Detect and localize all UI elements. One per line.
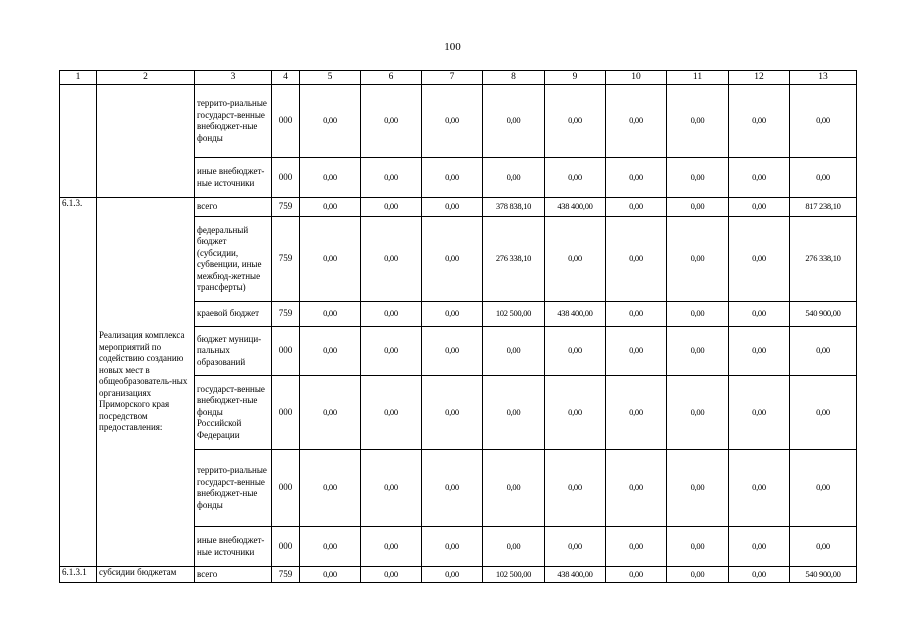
header-cell-9: 9 — [545, 71, 606, 85]
header-cell-11: 11 — [667, 71, 729, 85]
code-cell: 000 — [272, 158, 300, 198]
value-cell-col-12: 0,00 — [729, 158, 790, 198]
value-cell-col-6: 0,00 — [361, 376, 422, 450]
value-cell-col-6: 0,00 — [361, 198, 422, 217]
value-cell-col-7: 0,00 — [422, 85, 483, 158]
value-cell-col-9: 438 400,00 — [545, 302, 606, 327]
value-cell-col-10: 0,00 — [606, 527, 667, 567]
page-number: 100 — [444, 41, 461, 53]
value-cell-col-9: 0,00 — [545, 85, 606, 158]
value-cell-col-11: 0,00 — [667, 376, 729, 450]
value-cell-col-12: 0,00 — [729, 567, 790, 583]
funding-source-cell: террито-риальные государст-венные внебюджет-ные фонды — [195, 450, 272, 527]
value-cell-col-6: 0,00 — [361, 85, 422, 158]
value-cell-col-10: 0,00 — [606, 198, 667, 217]
value-cell-col-10: 0,00 — [606, 376, 667, 450]
header-cell-13: 13 — [790, 71, 857, 85]
value-cell-col-11: 0,00 — [667, 302, 729, 327]
value-cell-col-13: 276 338,10 — [790, 217, 857, 302]
code-cell: 759 — [272, 198, 300, 217]
value-cell-col-6: 0,00 — [361, 158, 422, 198]
code-cell: 000 — [272, 85, 300, 158]
code-cell: 759 — [272, 217, 300, 302]
value-cell-col-10: 0,00 — [606, 217, 667, 302]
value-cell-col-8: 378 838,10 — [483, 198, 545, 217]
value-cell-col-5: 0,00 — [300, 450, 361, 527]
value-cell-col-13: 817 238,10 — [790, 198, 857, 217]
item-name-cell — [97, 85, 195, 198]
value-cell-col-9: 0,00 — [545, 327, 606, 376]
value-cell-col-11: 0,00 — [667, 85, 729, 158]
funding-source-cell: иные внебюджет-ные источники — [195, 158, 272, 198]
value-cell-col-11: 0,00 — [667, 198, 729, 217]
header-cell-5: 5 — [300, 71, 361, 85]
value-cell-col-7: 0,00 — [422, 376, 483, 450]
funding-source-cell: государст-венные внебюджет-ные фонды Российской Федерации — [195, 376, 272, 450]
value-cell-col-7: 0,00 — [422, 302, 483, 327]
value-cell-col-12: 0,00 — [729, 376, 790, 450]
value-cell-col-6: 0,00 — [361, 302, 422, 327]
value-cell-col-13: 0,00 — [790, 327, 857, 376]
value-cell-col-13: 0,00 — [790, 85, 857, 158]
value-cell-col-12: 0,00 — [729, 302, 790, 327]
value-cell-col-11: 0,00 — [667, 450, 729, 527]
funding-source-cell: всего — [195, 198, 272, 217]
funding-source-cell: краевой бюджет — [195, 302, 272, 327]
table-row — [60, 85, 857, 158]
value-cell-col-12: 0,00 — [729, 450, 790, 527]
funding-source-cell: бюджет муници-пальных образований — [195, 327, 272, 376]
value-cell-col-7: 0,00 — [422, 198, 483, 217]
value-cell-col-12: 0,00 — [729, 217, 790, 302]
value-cell-col-5: 0,00 — [300, 567, 361, 583]
funding-source-cell: всего — [195, 567, 272, 583]
value-cell-col-5: 0,00 — [300, 327, 361, 376]
value-cell-col-5: 0,00 — [300, 217, 361, 302]
funding-source-cell: федеральный бюджет (субсидии, субвенции, иные межбюд-жетные трансферты) — [195, 217, 272, 302]
value-cell-col-8: 0,00 — [483, 327, 545, 376]
value-cell-col-5: 0,00 — [300, 527, 361, 567]
value-cell-col-8: 0,00 — [483, 527, 545, 567]
value-cell-col-6: 0,00 — [361, 217, 422, 302]
value-cell-col-7: 0,00 — [422, 217, 483, 302]
value-cell-col-11: 0,00 — [667, 327, 729, 376]
funding-source-cell: иные внебюджет-ные источники — [195, 527, 272, 567]
header-cell-7: 7 — [422, 71, 483, 85]
value-cell-col-12: 0,00 — [729, 327, 790, 376]
value-cell-col-13: 0,00 — [790, 450, 857, 527]
value-cell-col-13: 540 900,00 — [790, 567, 857, 583]
code-cell: 759 — [272, 567, 300, 583]
value-cell-col-7: 0,00 — [422, 158, 483, 198]
value-cell-col-6: 0,00 — [361, 450, 422, 527]
value-cell-col-9: 438 400,00 — [545, 198, 606, 217]
header-row — [60, 71, 857, 85]
value-cell-col-10: 0,00 — [606, 302, 667, 327]
header-cell-12: 12 — [729, 71, 790, 85]
value-cell-col-8: 102 500,00 — [483, 302, 545, 327]
header-cell-6: 6 — [361, 71, 422, 85]
value-cell-col-11: 0,00 — [667, 527, 729, 567]
value-cell-col-9: 438 400,00 — [545, 567, 606, 583]
item-number-cell: 6.1.3. — [60, 198, 97, 567]
value-cell-col-8: 0,00 — [483, 158, 545, 198]
table-row — [60, 567, 857, 583]
value-cell-col-5: 0,00 — [300, 376, 361, 450]
value-cell-col-10: 0,00 — [606, 85, 667, 158]
value-cell-col-6: 0,00 — [361, 567, 422, 583]
value-cell-col-11: 0,00 — [667, 217, 729, 302]
code-cell: 000 — [272, 376, 300, 450]
budget-table — [59, 70, 857, 583]
code-cell: 000 — [272, 450, 300, 527]
value-cell-col-13: 0,00 — [790, 527, 857, 567]
item-name-cell: субсидии бюджетам — [97, 567, 195, 583]
value-cell-col-7: 0,00 — [422, 567, 483, 583]
value-cell-col-12: 0,00 — [729, 527, 790, 567]
value-cell-col-8: 0,00 — [483, 450, 545, 527]
value-cell-col-5: 0,00 — [300, 302, 361, 327]
value-cell-col-10: 0,00 — [606, 450, 667, 527]
value-cell-col-10: 0,00 — [606, 567, 667, 583]
value-cell-col-11: 0,00 — [667, 567, 729, 583]
item-number-cell — [60, 85, 97, 198]
value-cell-col-13: 0,00 — [790, 376, 857, 450]
header-cell-3: 3 — [195, 71, 272, 85]
header-cell-2: 2 — [97, 71, 195, 85]
value-cell-col-5: 0,00 — [300, 198, 361, 217]
value-cell-col-7: 0,00 — [422, 527, 483, 567]
code-cell: 000 — [272, 327, 300, 376]
value-cell-col-9: 0,00 — [545, 376, 606, 450]
value-cell-col-9: 0,00 — [545, 527, 606, 567]
value-cell-col-8: 102 500,00 — [483, 567, 545, 583]
value-cell-col-5: 0,00 — [300, 85, 361, 158]
value-cell-col-10: 0,00 — [606, 158, 667, 198]
value-cell-col-6: 0,00 — [361, 327, 422, 376]
value-cell-col-10: 0,00 — [606, 327, 667, 376]
header-cell-4: 4 — [272, 71, 300, 85]
value-cell-col-8: 276 338,10 — [483, 217, 545, 302]
value-cell-col-9: 0,00 — [545, 158, 606, 198]
value-cell-col-8: 0,00 — [483, 85, 545, 158]
item-name-cell: Реализация комплекса мероприятий по содействию созданию новых мест в общеобразователь-ных организациях Приморского края посредством предоставления: — [97, 198, 195, 567]
value-cell-col-8: 0,00 — [483, 376, 545, 450]
value-cell-col-7: 0,00 — [422, 450, 483, 527]
value-cell-col-13: 0,00 — [790, 158, 857, 198]
funding-source-cell: террито-риальные государст-венные внебюджет-ные фонды — [195, 85, 272, 158]
header-cell-10: 10 — [606, 71, 667, 85]
value-cell-col-9: 0,00 — [545, 217, 606, 302]
value-cell-col-11: 0,00 — [667, 158, 729, 198]
item-number-cell: 6.1.3.1 — [60, 567, 97, 583]
value-cell-col-12: 0,00 — [729, 198, 790, 217]
header-cell-1: 1 — [60, 71, 97, 85]
code-cell: 759 — [272, 302, 300, 327]
value-cell-col-13: 540 900,00 — [790, 302, 857, 327]
table-row — [60, 198, 857, 217]
value-cell-col-5: 0,00 — [300, 158, 361, 198]
value-cell-col-12: 0,00 — [729, 85, 790, 158]
value-cell-col-9: 0,00 — [545, 450, 606, 527]
value-cell-col-6: 0,00 — [361, 527, 422, 567]
code-cell: 000 — [272, 527, 300, 567]
value-cell-col-7: 0,00 — [422, 327, 483, 376]
header-cell-8: 8 — [483, 71, 545, 85]
